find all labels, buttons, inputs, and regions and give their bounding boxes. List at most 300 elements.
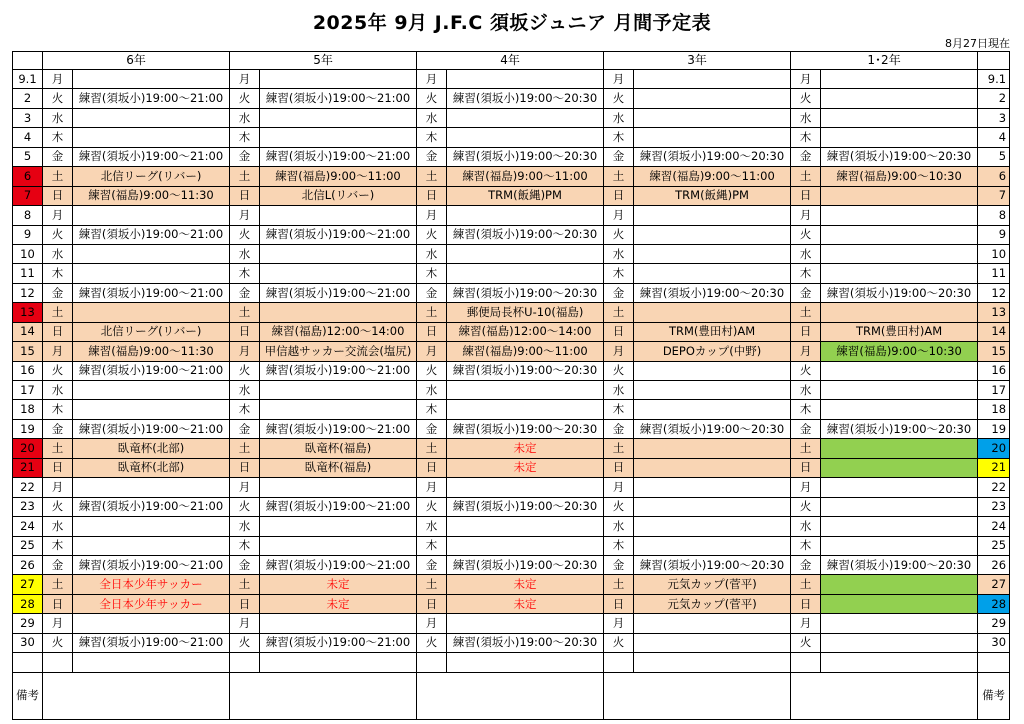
activity-cell-3 — [634, 614, 791, 633]
activity-cell-1-2 — [821, 478, 978, 497]
activity-cell-1-2 — [821, 575, 978, 594]
weekday-cell-1-2: 金 — [791, 147, 821, 166]
weekday-cell-3: 日 — [604, 322, 634, 341]
day-number-right: 29 — [978, 614, 1010, 633]
activity-cell-3 — [634, 244, 791, 263]
weekday-cell-4: 水 — [417, 244, 447, 263]
activity-cell-5: 練習(須坂小)19:00～21:00 — [260, 361, 417, 380]
weekday-cell-3: 月 — [604, 342, 634, 361]
weekday-cell-4: 火 — [417, 89, 447, 108]
activity-cell-5 — [260, 206, 417, 225]
weekday-cell-5: 日 — [230, 458, 260, 477]
activity-cell-3 — [634, 536, 791, 555]
activity-cell-6: 練習(須坂小)19:00～21:00 — [73, 633, 230, 652]
day-number-right: 9.1 — [978, 70, 1010, 89]
day-number-left: 24 — [13, 517, 43, 536]
weekday-cell-3: 火 — [604, 225, 634, 244]
activity-cell-1-2 — [821, 633, 978, 652]
activity-cell-4: 練習(福島)9:00～11:00 — [447, 167, 604, 186]
weekday-cell-6: 月 — [43, 614, 73, 633]
weekday-cell-6: 日 — [43, 322, 73, 341]
grade-header-row — [13, 52, 1010, 70]
weekday-cell-1-2: 月 — [791, 478, 821, 497]
schedule-row — [13, 614, 1010, 633]
schedule-row — [13, 633, 1010, 652]
weekday-cell-5: 木 — [230, 264, 260, 283]
activity-cell-6 — [73, 128, 230, 147]
day-number-left: 4 — [13, 128, 43, 147]
activity-cell-3: 元気カップ(菅平) — [634, 594, 791, 613]
weekday-cell-5: 月 — [230, 70, 260, 89]
weekday-cell-1-2: 月 — [791, 342, 821, 361]
activity-cell-1-2 — [821, 70, 978, 89]
weekday-cell-4: 火 — [417, 225, 447, 244]
weekday-cell-1-2: 金 — [791, 419, 821, 438]
weekday-cell-4: 水 — [417, 517, 447, 536]
weekday-cell-6: 金 — [43, 419, 73, 438]
weekday-cell-3: 日 — [604, 458, 634, 477]
day-number-left: 3 — [13, 108, 43, 127]
schedule-row — [13, 517, 1010, 536]
weekday-cell-4: 火 — [417, 361, 447, 380]
weekday-cell-3: 月 — [604, 206, 634, 225]
day-number-left: 5 — [13, 147, 43, 166]
schedule-table — [12, 51, 1010, 720]
day-number-right: 24 — [978, 517, 1010, 536]
schedule-row — [13, 575, 1010, 594]
day-number-right: 25 — [978, 536, 1010, 555]
weekday-cell-5: 火 — [230, 633, 260, 652]
activity-cell-6: 練習(須坂小)19:00～21:00 — [73, 555, 230, 574]
activity-cell-5: 未定 — [260, 575, 417, 594]
weekday-cell-5: 土 — [230, 575, 260, 594]
weekday-cell-4: 金 — [417, 555, 447, 574]
weekday-cell-4: 土 — [417, 167, 447, 186]
activity-cell-5 — [260, 381, 417, 400]
activity-cell-3 — [634, 633, 791, 652]
weekday-cell-6: 木 — [43, 536, 73, 555]
activity-cell-3 — [634, 653, 791, 672]
weekday-cell-5: 木 — [230, 128, 260, 147]
weekday-cell-5: 木 — [230, 536, 260, 555]
day-number-right: 3 — [978, 108, 1010, 127]
activity-cell-6 — [73, 517, 230, 536]
activity-cell-3 — [634, 89, 791, 108]
activity-cell-1-2 — [821, 186, 978, 205]
weekday-cell-1-2: 火 — [791, 497, 821, 516]
activity-cell-3 — [634, 497, 791, 516]
activity-cell-3 — [634, 517, 791, 536]
activity-cell-1-2 — [821, 517, 978, 536]
weekday-cell-1-2: 日 — [791, 322, 821, 341]
activity-cell-1-2: 練習(須坂小)19:00～20:30 — [821, 419, 978, 438]
weekday-cell-4: 月 — [417, 206, 447, 225]
notes-row — [13, 672, 1010, 719]
schedule-row — [13, 89, 1010, 108]
weekday-cell-4: 月 — [417, 70, 447, 89]
activity-cell-5: 北信L(リバー) — [260, 186, 417, 205]
activity-cell-1-2 — [821, 225, 978, 244]
weekday-cell-1-2: 土 — [791, 303, 821, 322]
activity-cell-5 — [260, 400, 417, 419]
activity-cell-3: DEPOカップ(中野) — [634, 342, 791, 361]
activity-cell-1-2: 練習(須坂小)19:00～20:30 — [821, 555, 978, 574]
activity-cell-3: TRM(豊田村)AM — [634, 322, 791, 341]
weekday-cell-6: 木 — [43, 264, 73, 283]
weekday-cell-5: 金 — [230, 555, 260, 574]
activity-cell-4: TRM(飯縄)PM — [447, 186, 604, 205]
activity-cell-1-2 — [821, 244, 978, 263]
activity-cell-6: 練習(須坂小)19:00～21:00 — [73, 147, 230, 166]
weekday-cell-4: 木 — [417, 264, 447, 283]
weekday-cell-6: 金 — [43, 147, 73, 166]
activity-cell-3 — [634, 439, 791, 458]
activity-cell-4: 練習(須坂小)19:00～20:30 — [447, 147, 604, 166]
activity-cell-5 — [260, 653, 417, 672]
day-number-right: 14 — [978, 322, 1010, 341]
day-number-right: 20 — [978, 439, 1010, 458]
weekday-cell-3: 火 — [604, 633, 634, 652]
weekday-cell-3: 日 — [604, 186, 634, 205]
activity-cell-3 — [634, 108, 791, 127]
weekday-cell-1-2: 水 — [791, 244, 821, 263]
activity-cell-4 — [447, 244, 604, 263]
schedule-row — [13, 536, 1010, 555]
activity-cell-4 — [447, 108, 604, 127]
weekday-cell-3: 金 — [604, 555, 634, 574]
weekday-cell-1-2: 土 — [791, 439, 821, 458]
activity-cell-5: 練習(須坂小)19:00～21:00 — [260, 283, 417, 302]
weekday-cell-5: 土 — [230, 167, 260, 186]
weekday-cell-1-2: 日 — [791, 186, 821, 205]
activity-cell-3 — [634, 264, 791, 283]
activity-cell-5 — [260, 614, 417, 633]
weekday-cell-3: 日 — [604, 594, 634, 613]
activity-cell-1-2: 練習(須坂小)19:00～20:30 — [821, 147, 978, 166]
activity-cell-3: 元気カップ(菅平) — [634, 575, 791, 594]
weekday-cell-5: 水 — [230, 517, 260, 536]
schedule-row — [13, 555, 1010, 574]
day-number-left: 11 — [13, 264, 43, 283]
activity-cell-3 — [634, 361, 791, 380]
schedule-row — [13, 439, 1010, 458]
weekday-cell-3: 火 — [604, 497, 634, 516]
day-number-left: 21 — [13, 458, 43, 477]
day-number-left: 15 — [13, 342, 43, 361]
activity-cell-1-2 — [821, 128, 978, 147]
weekday-cell-4 — [417, 653, 447, 672]
weekday-cell-3: 金 — [604, 147, 634, 166]
schedule-row — [13, 342, 1010, 361]
grade-header-5: 5年 — [230, 52, 417, 70]
day-number-left: 18 — [13, 400, 43, 419]
day-number-right: 30 — [978, 633, 1010, 652]
weekday-cell-5: 日 — [230, 594, 260, 613]
weekday-cell-4: 日 — [417, 186, 447, 205]
activity-cell-5 — [260, 478, 417, 497]
activity-cell-6 — [73, 653, 230, 672]
activity-cell-3: 練習(須坂小)19:00～20:30 — [634, 283, 791, 302]
day-number-left: 14 — [13, 322, 43, 341]
weekday-cell-1-2: 月 — [791, 70, 821, 89]
activity-cell-5 — [260, 517, 417, 536]
as-of-date: 8月27日現在 — [945, 37, 1010, 50]
activity-cell-4 — [447, 517, 604, 536]
grade-header-6: 6年 — [43, 52, 230, 70]
schedule-row — [13, 594, 1010, 613]
weekday-cell-3: 土 — [604, 167, 634, 186]
weekday-cell-1-2: 金 — [791, 283, 821, 302]
header-spacer-left — [13, 52, 43, 70]
activity-cell-1-2 — [821, 361, 978, 380]
activity-cell-1-2 — [821, 108, 978, 127]
activity-cell-4: 練習(須坂小)19:00～20:30 — [447, 419, 604, 438]
day-number-left: 13 — [13, 303, 43, 322]
weekday-cell-4: 火 — [417, 497, 447, 516]
activity-cell-4 — [447, 128, 604, 147]
weekday-cell-5: 土 — [230, 303, 260, 322]
activity-cell-1-2 — [821, 400, 978, 419]
activity-cell-1-2 — [821, 458, 978, 477]
day-number-left: 9.1 — [13, 70, 43, 89]
weekday-cell-3: 水 — [604, 108, 634, 127]
activity-cell-6: 練習(須坂小)19:00～21:00 — [73, 361, 230, 380]
weekday-cell-5: 土 — [230, 439, 260, 458]
weekday-cell-5: 火 — [230, 361, 260, 380]
weekday-cell-4: 月 — [417, 342, 447, 361]
grade-header-3: 3年 — [604, 52, 791, 70]
weekday-cell-6: 水 — [43, 381, 73, 400]
weekday-cell-6: 火 — [43, 497, 73, 516]
weekday-cell-3: 火 — [604, 89, 634, 108]
activity-cell-5 — [260, 264, 417, 283]
header-spacer-right — [978, 52, 1010, 70]
activity-cell-4: 練習(須坂小)19:00～20:30 — [447, 225, 604, 244]
schedule-row — [13, 225, 1010, 244]
weekday-cell-4: 土 — [417, 303, 447, 322]
activity-cell-6: 北信リーグ(リバー) — [73, 167, 230, 186]
weekday-cell-6: 日 — [43, 186, 73, 205]
weekday-cell-6: 土 — [43, 439, 73, 458]
activity-cell-4 — [447, 478, 604, 497]
day-number-right: 15 — [978, 342, 1010, 361]
weekday-cell-3: 火 — [604, 361, 634, 380]
activity-cell-5: 練習(須坂小)19:00～21:00 — [260, 225, 417, 244]
activity-cell-3 — [634, 458, 791, 477]
activity-cell-5: 練習(須坂小)19:00～21:00 — [260, 497, 417, 516]
activity-cell-6: 練習(須坂小)19:00～21:00 — [73, 89, 230, 108]
day-number-left: 8 — [13, 206, 43, 225]
weekday-cell-6: 金 — [43, 283, 73, 302]
weekday-cell-3: 月 — [604, 70, 634, 89]
weekday-cell-5: 月 — [230, 614, 260, 633]
activity-cell-5 — [260, 536, 417, 555]
activity-cell-6: 練習(福島)9:00～11:30 — [73, 186, 230, 205]
activity-cell-6 — [73, 400, 230, 419]
day-number-left: 19 — [13, 419, 43, 438]
weekday-cell-6: 月 — [43, 342, 73, 361]
weekday-cell-3: 土 — [604, 575, 634, 594]
activity-cell-3 — [634, 225, 791, 244]
weekday-cell-3: 土 — [604, 439, 634, 458]
weekday-cell-1-2: 木 — [791, 536, 821, 555]
weekday-cell-3: 木 — [604, 264, 634, 283]
activity-cell-1-2 — [821, 536, 978, 555]
weekday-cell-6: 土 — [43, 167, 73, 186]
activity-cell-4: 練習(須坂小)19:00～20:30 — [447, 89, 604, 108]
activity-cell-5: 練習(須坂小)19:00～21:00 — [260, 555, 417, 574]
weekday-cell-3 — [604, 653, 634, 672]
weekday-cell-4: 日 — [417, 322, 447, 341]
schedule-row — [13, 70, 1010, 89]
day-number-left: 28 — [13, 594, 43, 613]
activity-cell-4 — [447, 536, 604, 555]
activity-cell-6 — [73, 478, 230, 497]
activity-cell-1-2 — [821, 206, 978, 225]
weekday-cell-3: 金 — [604, 283, 634, 302]
schedule-row — [13, 497, 1010, 516]
activity-cell-3: TRM(飯縄)PM — [634, 186, 791, 205]
day-number-left: 25 — [13, 536, 43, 555]
activity-cell-4: 未定 — [447, 575, 604, 594]
weekday-cell-6: 水 — [43, 244, 73, 263]
day-number-right: 26 — [978, 555, 1010, 574]
weekday-cell-5: 水 — [230, 244, 260, 263]
activity-cell-6: 練習(福島)9:00～11:30 — [73, 342, 230, 361]
day-number-left: 23 — [13, 497, 43, 516]
weekday-cell-6: 土 — [43, 303, 73, 322]
weekday-cell-3: 水 — [604, 381, 634, 400]
weekday-cell-3: 土 — [604, 303, 634, 322]
weekday-cell-4: 木 — [417, 128, 447, 147]
weekday-cell-4: 日 — [417, 458, 447, 477]
activity-cell-6 — [73, 381, 230, 400]
weekday-cell-6: 日 — [43, 458, 73, 477]
activity-cell-4: 練習(須坂小)19:00～20:30 — [447, 497, 604, 516]
schedule-row — [13, 128, 1010, 147]
weekday-cell-1-2: 木 — [791, 264, 821, 283]
weekday-cell-4: 月 — [417, 478, 447, 497]
schedule-row — [13, 478, 1010, 497]
activity-cell-6 — [73, 614, 230, 633]
weekday-cell-6: 木 — [43, 128, 73, 147]
activity-cell-4: 未定 — [447, 439, 604, 458]
day-number-right: 5 — [978, 147, 1010, 166]
activity-cell-3 — [634, 478, 791, 497]
activity-cell-5: 臥竜杯(福島) — [260, 458, 417, 477]
weekday-cell-3: 木 — [604, 128, 634, 147]
schedule-row — [13, 206, 1010, 225]
weekday-cell-6: 日 — [43, 594, 73, 613]
weekday-cell-6: 木 — [43, 400, 73, 419]
weekday-cell-5: 木 — [230, 400, 260, 419]
day-number-right: 4 — [978, 128, 1010, 147]
activity-cell-4 — [447, 400, 604, 419]
activity-cell-6: 全日本少年サッカー — [73, 594, 230, 613]
day-number-left: 27 — [13, 575, 43, 594]
weekday-cell-3: 月 — [604, 478, 634, 497]
day-number-left: 20 — [13, 439, 43, 458]
day-number-right: 2 — [978, 89, 1010, 108]
schedule-row — [13, 322, 1010, 341]
weekday-cell-6: 水 — [43, 517, 73, 536]
weekday-cell-1-2: 月 — [791, 614, 821, 633]
weekday-cell-4: 火 — [417, 633, 447, 652]
activity-cell-5 — [260, 70, 417, 89]
schedule-row — [13, 381, 1010, 400]
weekday-cell-1-2: 日 — [791, 594, 821, 613]
activity-cell-1-2 — [821, 497, 978, 516]
activity-cell-5: 未定 — [260, 594, 417, 613]
day-number-left: 17 — [13, 381, 43, 400]
activity-cell-3 — [634, 400, 791, 419]
activity-cell-4 — [447, 653, 604, 672]
weekday-cell-6: 月 — [43, 206, 73, 225]
grade-header-1-2: 1･2年 — [791, 52, 978, 70]
day-number-right: 16 — [978, 361, 1010, 380]
activity-cell-6 — [73, 206, 230, 225]
weekday-cell-1-2: 火 — [791, 633, 821, 652]
activity-cell-4 — [447, 264, 604, 283]
weekday-cell-1-2: 水 — [791, 108, 821, 127]
activity-cell-1-2 — [821, 594, 978, 613]
activity-cell-6 — [73, 70, 230, 89]
day-number-left: 29 — [13, 614, 43, 633]
schedule-row — [13, 264, 1010, 283]
day-number-right: 12 — [978, 283, 1010, 302]
activity-cell-4: 郵便局長杯U-10(福島) — [447, 303, 604, 322]
activity-cell-5 — [260, 303, 417, 322]
notes-label-left: 備考 — [13, 672, 43, 719]
weekday-cell-6 — [43, 653, 73, 672]
weekday-cell-4: 土 — [417, 575, 447, 594]
weekday-cell-6: 火 — [43, 225, 73, 244]
activity-cell-3: 練習(須坂小)19:00～20:30 — [634, 147, 791, 166]
day-number-right: 22 — [978, 478, 1010, 497]
day-number-left: 9 — [13, 225, 43, 244]
day-number-left — [13, 653, 43, 672]
weekday-cell-1-2: 水 — [791, 381, 821, 400]
activity-cell-4: 練習(福島)9:00～11:00 — [447, 342, 604, 361]
weekday-cell-6: 火 — [43, 633, 73, 652]
activity-cell-1-2 — [821, 439, 978, 458]
activity-cell-4: 未定 — [447, 594, 604, 613]
page-title: 2025年 9月 J.F.C 須坂ジュニア 月間予定表 — [312, 12, 712, 34]
activity-cell-5: 練習(須坂小)19:00～21:00 — [260, 147, 417, 166]
weekday-cell-1-2: 土 — [791, 575, 821, 594]
day-number-right — [978, 653, 1010, 672]
schedule-row — [13, 186, 1010, 205]
weekday-cell-6: 水 — [43, 108, 73, 127]
weekday-cell-5: 月 — [230, 478, 260, 497]
weekday-cell-5: 水 — [230, 381, 260, 400]
weekday-cell-3: 木 — [604, 536, 634, 555]
activity-cell-1-2 — [821, 264, 978, 283]
activity-cell-5: 練習(須坂小)19:00～21:00 — [260, 89, 417, 108]
weekday-cell-1-2: 水 — [791, 517, 821, 536]
activity-cell-1-2 — [821, 381, 978, 400]
weekday-cell-4: 木 — [417, 536, 447, 555]
activity-cell-5: 練習(福島)9:00～11:00 — [260, 167, 417, 186]
activity-cell-4: 未定 — [447, 458, 604, 477]
activity-cell-6 — [73, 264, 230, 283]
activity-cell-4: 練習(須坂小)19:00～20:30 — [447, 555, 604, 574]
weekday-cell-4: 金 — [417, 283, 447, 302]
weekday-cell-5: 月 — [230, 342, 260, 361]
day-number-left: 7 — [13, 186, 43, 205]
weekday-cell-6: 金 — [43, 555, 73, 574]
notes-cell-5 — [230, 672, 417, 719]
